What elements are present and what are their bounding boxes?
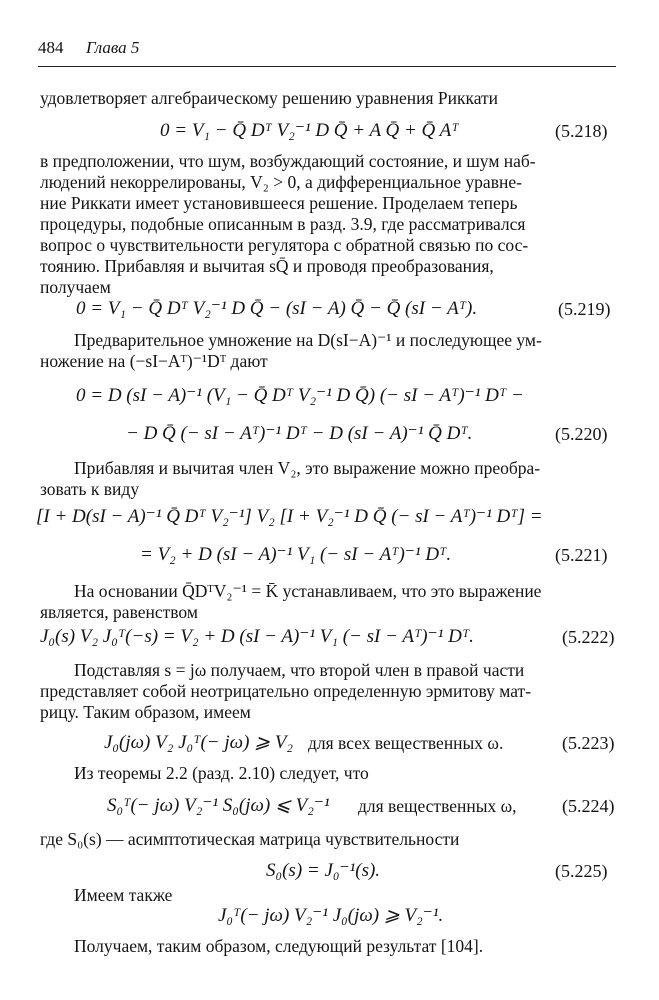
formula: − D Q̄ (− sI − Aᵀ)⁻¹ Dᵀ − D (sI − A)⁻¹ Q̄ Dᵀ.	[126, 423, 473, 444]
text-line: получаем	[40, 277, 111, 297]
formula: S₀ᵀ(− jω) V₂⁻¹ S₀(jω) ⩽ V₂⁻¹	[107, 795, 330, 816]
formula: J₀(s) V₂ J₀ᵀ(−s) = V₂ + D (sI − A)⁻¹ V₁ (− sI − Aᵀ)⁻¹ Dᵀ.	[40, 626, 474, 647]
text-line: для всех вещественных ω.	[308, 733, 504, 753]
formula: [I + D(sI − A)⁻¹ Q̄ Dᵀ V₂⁻¹] V₂ [I + V₂⁻¹ D Q̄ (− sI − Aᵀ)⁻¹ Dᵀ] =	[36, 506, 543, 527]
formula: = V₂ + D (sI − A)⁻¹ V₁ (− sI − Aᵀ)⁻¹ Dᵀ.	[140, 544, 452, 565]
equation-number: (5.225)	[555, 861, 608, 881]
text-line: вопрос о чувствительности регулятора с обратной связью по сос-	[40, 235, 529, 255]
text-line: процедуры, подобные описанным в разд. 3.9, где рассматривался	[40, 214, 526, 234]
formula: J₀(jω) V₂ J₀ᵀ(− jω) ⩾ V₂	[104, 732, 294, 753]
formula: 0 = D (sI − A)⁻¹ (V₁ − Q̄ Dᵀ V₂⁻¹ D Q̄) (− sI − Aᵀ)⁻¹ Dᵀ −	[76, 385, 524, 406]
text-line: Из теоремы 2.2 (разд. 2.10) следует, что	[74, 763, 369, 783]
text-line: Предварительное умножение на D(sI−A)⁻¹ и последующее ум-	[74, 330, 542, 350]
formula: S₀(s) = J₀⁻¹(s).	[266, 860, 381, 881]
text-line: Подставляя s = jω получаем, что второй член в правой части	[74, 660, 525, 680]
text-line: людений некоррелированы, V₂ > 0, а дифференциальное уравне-	[40, 172, 522, 192]
equation-number: (5.218)	[555, 121, 608, 141]
page-number: 484	[38, 38, 64, 57]
equation-number: (5.219)	[558, 299, 611, 319]
text-line: удовлетворяет алгебраическому решению уравнения Риккати	[40, 88, 499, 108]
equation-number: (5.223)	[562, 733, 615, 753]
equation-number: (5.222)	[562, 627, 615, 647]
text-line: зовать к виду	[40, 479, 140, 499]
equation-number: (5.220)	[555, 424, 608, 444]
text-line: ние Риккати имеет установившееся решение. Проделаем теперь	[40, 193, 518, 213]
formula: 0 = V₁ − Q̄ Dᵀ V₂⁻¹ D Q̄ − (sI − A) Q̄ − Q̄ (sI − Aᵀ).	[76, 298, 478, 319]
text-line: для вещественных ω,	[358, 796, 517, 816]
text-line: Имеем также	[74, 885, 173, 905]
text-line: Прибавляя и вычитая член V₂, это выражение можно преобра-	[74, 458, 541, 478]
equation-number: (5.224)	[562, 796, 615, 816]
formula: J₀ᵀ(− jω) V₂⁻¹ J₀(jω) ⩾ V₂⁻¹.	[218, 905, 444, 926]
text-line: представляет собой неотрицательно определенную эрмитову мат-	[40, 681, 532, 701]
equation-number: (5.221)	[555, 545, 608, 565]
text-line: ножение на (−sI−Aᵀ)⁻¹Dᵀ дают	[40, 351, 268, 371]
text-line: тоянию. Прибавляя и вычитая sQ̄ и проводя преобразования,	[40, 256, 494, 276]
text-line: Получаем, таким образом, следующий результат [104].	[74, 936, 484, 956]
text-line: где S₀(s) — асимптотическая матрица чувствительности	[40, 829, 460, 849]
text-line: На основании Q̄DᵀV₂⁻¹ = K̄ устанавливаем, что это выражение	[74, 581, 542, 601]
text-line: в предположении, что шум, возбуждающий состояние, и шум наб-	[40, 151, 536, 171]
text-line: является, равенством	[40, 602, 198, 622]
page-header	[38, 38, 616, 67]
chapter-title: Глава 5	[86, 38, 140, 57]
text-line: рицу. Таким образом, имеем	[40, 702, 251, 722]
formula: 0 = V₁ − Q̄ Dᵀ V₂⁻¹ D Q̄ + A Q̄ + Q̄ Aᵀ	[160, 120, 459, 141]
